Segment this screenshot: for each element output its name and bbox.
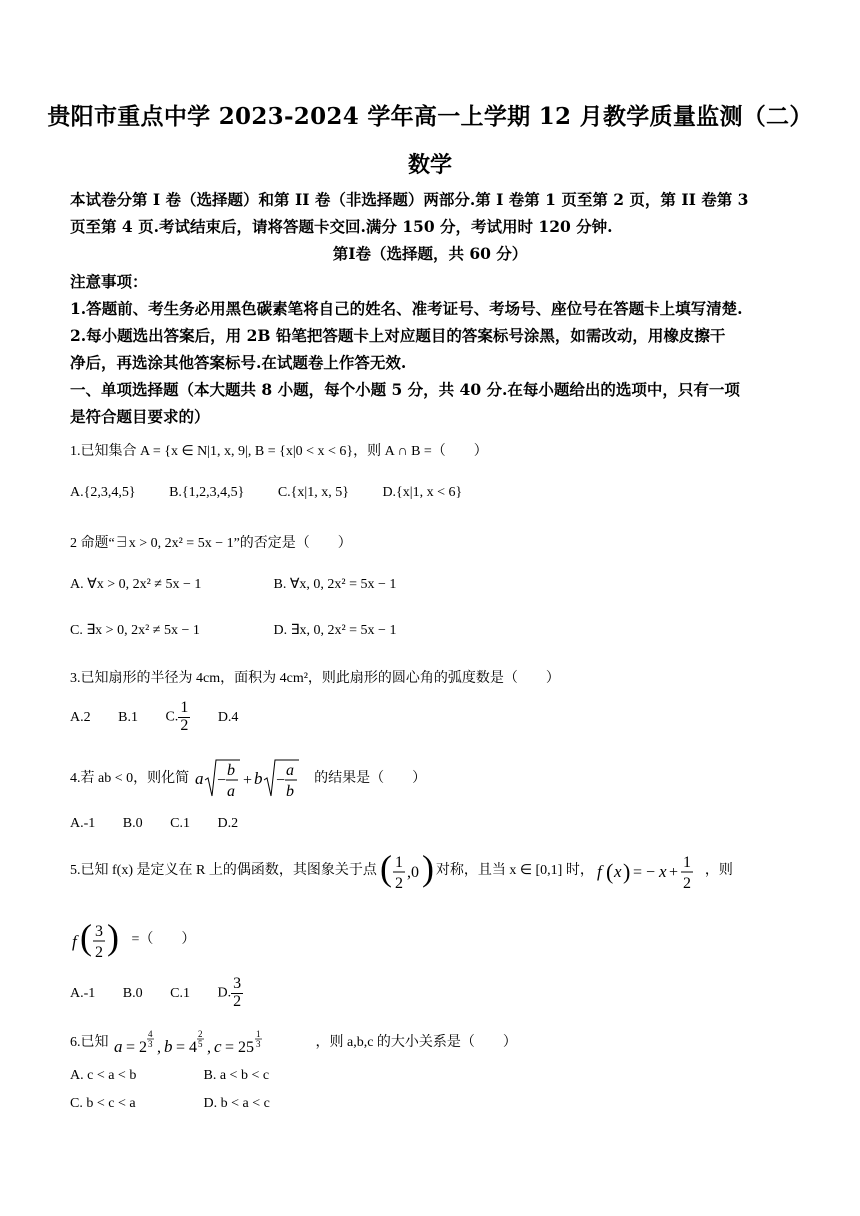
f-num: 3 (95, 923, 103, 940)
fn-x2: x (659, 862, 667, 881)
question-4-stem (70, 756, 426, 802)
def-b-eq: = 4 (176, 1039, 198, 1056)
q2-option-d: D. ∃x, 0, 2x² = 5x − 1 (273, 623, 397, 638)
comma-2: , (207, 1039, 211, 1056)
var-b: b (253, 769, 263, 788)
def-a-exp-den: 3 (148, 1039, 153, 1049)
frac1-den: a (226, 783, 235, 800)
question-6-options-row-2 (70, 1096, 300, 1112)
q4-option-c: C.1 (170, 816, 190, 831)
question-6-options-row-1 (70, 1068, 299, 1084)
q4-option-b: B.0 (122, 816, 143, 831)
fn-x: x (614, 862, 622, 881)
fn-f: f (597, 862, 603, 881)
q6-option-c: C. b < c < a (70, 1096, 136, 1111)
f-rparen: ) (107, 917, 119, 957)
frac2-num: a (285, 762, 294, 779)
q6-option-a: A. c < a < b (70, 1068, 137, 1083)
def-c-exp-den: 3 (256, 1039, 261, 1049)
intro-line-2: 页至第 4 页.考试结束后，请将答题卡交回.满分 150 分，考试用时 120 分钟. (70, 217, 613, 236)
q4-option-a: A.-1 (70, 816, 96, 831)
intro-line-1: 本试卷分第 I 卷（选择题）和第 II 卷（非选择题）两部分.第 I 卷第 1 页至第 2 页，第 II 卷第 3 (70, 190, 749, 209)
q1-option-a: A.{2,3,4,5} (70, 485, 136, 500)
q5-option-d-fraction (231, 976, 243, 1011)
question-4-options (70, 816, 268, 832)
question-6-stem (70, 1028, 517, 1058)
question-3-options (70, 700, 268, 735)
left-paren: ( (380, 848, 393, 888)
question-5-stem-line-1 (70, 848, 733, 894)
fraction-denominator: 2 (233, 992, 242, 1010)
fraction-numerator: 1 (180, 699, 189, 716)
section-one-heading-line-1: 一、单项选择题（本大题共 8 小题，每个小题 5 分，共 40 分.在每小题给出的选项中，只有一项 (70, 380, 740, 399)
q5-point-svg (380, 848, 435, 894)
f-letter: f (72, 932, 77, 951)
comma-1: , (157, 1039, 161, 1056)
q5-option-a: A.-1 (70, 985, 96, 1001)
q5-function-svg (597, 848, 701, 894)
question-2-stem: 2 命题“∃x > 0, 2x² = 5x − 1”的否定是（ ） (70, 536, 352, 551)
def-a-eq: = 2 (126, 1039, 148, 1056)
q4-radical-expression (193, 756, 311, 802)
question-5-stem-line-2 (70, 916, 195, 964)
q6-definitions-svg (112, 1028, 312, 1058)
q6-stem-prefix: 6.已知 (70, 1035, 109, 1051)
fn-den: 2 (683, 875, 692, 892)
q3-option-c (165, 700, 190, 735)
question-1-stem: 1.已知集合 A = {x ∈ N|1, x, 9|, B = {x|0 < x < 6}，则 A ∩ B =（ ） (70, 444, 488, 459)
q2-option-c: C. ∃x > 0, 2x² ≠ 5x − 1 (70, 623, 200, 638)
plus-sign: + (242, 772, 252, 789)
radical-expression-svg (193, 756, 311, 802)
fn-num: 1 (683, 854, 692, 871)
q5-option-d-label: D. (217, 985, 232, 1001)
f-den: 2 (95, 944, 103, 961)
question-2-options-row-1 (70, 576, 426, 593)
fn-lparen: ( (606, 859, 614, 884)
question-1-options (70, 485, 492, 501)
q1-option-b: B.{1,2,3,4,5} (169, 485, 245, 500)
note-2-line-1: 2.每小题选出答案后，用 2B 铅笔把答题卡上对应题目的答案标号涂黑，如需改动，用橡皮擦干 (70, 326, 726, 345)
q4-option-d: D.2 (217, 816, 239, 831)
q6-option-b: B. a < b < c (203, 1068, 270, 1083)
section-one-heading-line-2: 是符合题目要求的） (70, 407, 210, 426)
notes-title: 注意事项： (70, 272, 148, 291)
fraction-denominator: 2 (180, 716, 189, 734)
f-lparen: ( (80, 917, 92, 957)
var-a: a (194, 769, 204, 788)
def-b-exp-num: 2 (198, 1029, 203, 1039)
q4-stem-suffix: 的结果是（ ） (314, 771, 427, 787)
q5-stem-part-2: 对称，且当 x ∈ [0,1] 时， (435, 863, 594, 879)
q4-stem-prefix: 4.若 ab < 0，则化简 (70, 771, 190, 787)
def-a-exp-num: 4 (148, 1029, 153, 1039)
frac2-den: b (285, 783, 294, 800)
q6-option-d: D. b < a < c (203, 1096, 270, 1111)
question-5-options (70, 976, 273, 1011)
fn-plus: + (669, 864, 679, 881)
minus-sign-2: − (275, 772, 285, 789)
q6-stem-suffix: ，则 a,b,c 的大小关系是（ ） (315, 1035, 517, 1051)
minus-sign-1: − (216, 772, 226, 789)
q2-option-b: B. ∀x, 0, 2x² = 5x − 1 (273, 577, 397, 592)
point-den: 2 (395, 875, 404, 892)
def-a: a (114, 1037, 123, 1056)
q1-option-d: D.{x|1, x < 6} (382, 485, 463, 500)
def-b-exp-den: 5 (198, 1039, 203, 1049)
q5-stem-line-2-suffix: =（ ） (131, 932, 196, 948)
q3-option-b: B.1 (118, 709, 138, 725)
q5-f-three-halves-svg (70, 916, 128, 964)
subject-title: 数学 (407, 152, 452, 178)
point-num: 1 (395, 854, 404, 871)
note-2-line-2: 净后，再选涂其他答案标号.在试题卷上作答无效. (70, 353, 407, 372)
q5-option-c: C.1 (170, 985, 190, 1001)
frac1-num: b (226, 762, 235, 779)
fn-rparen: ) (623, 859, 631, 884)
q5-stem-part-1: 5.已知 f(x) 是定义在 R 上的偶函数，其图象关于点 (70, 863, 377, 879)
def-b: b (164, 1037, 173, 1056)
question-3-stem: 3.已知扇形的半径为 4cm，面积为 4cm²，则此扇形的圆心角的弧度数是（ ） (70, 671, 560, 686)
fn-eq: = − (633, 864, 656, 881)
q3-option-c-label: C. (165, 709, 179, 725)
def-c-exp-num: 1 (256, 1029, 261, 1039)
part-one-heading: 第Ⅰ卷（选择题，共 60 分） (332, 244, 528, 263)
point-y: ,0 (407, 864, 420, 881)
q1-option-c: C.{x|1, x, 5} (277, 485, 349, 500)
q3-option-d: D.4 (217, 709, 239, 725)
right-paren: ) (422, 848, 435, 888)
def-c: c (214, 1037, 222, 1056)
exam-title: 贵阳市重点中学 2023-2024 学年高一上学期 12 月教学质量监测（二） (47, 103, 813, 130)
note-1: 1.答题前、考生务必用黑色碳素笔将自己的姓名、准考证号、考场号、座位号在答题卡上填写清楚. (70, 299, 743, 318)
q5-stem-part-3: ，则 (704, 863, 733, 879)
q3-option-a: A.2 (70, 709, 91, 725)
q3-option-c-fraction (178, 700, 190, 735)
q5-option-d (217, 976, 243, 1011)
def-c-eq: = 25 (225, 1039, 255, 1056)
question-2-options-row-2 (70, 622, 426, 639)
q2-option-a: A. ∀x > 0, 2x² ≠ 5x − 1 (70, 577, 202, 592)
fraction-numerator: 3 (233, 975, 242, 992)
q5-option-b: B.0 (122, 985, 143, 1001)
